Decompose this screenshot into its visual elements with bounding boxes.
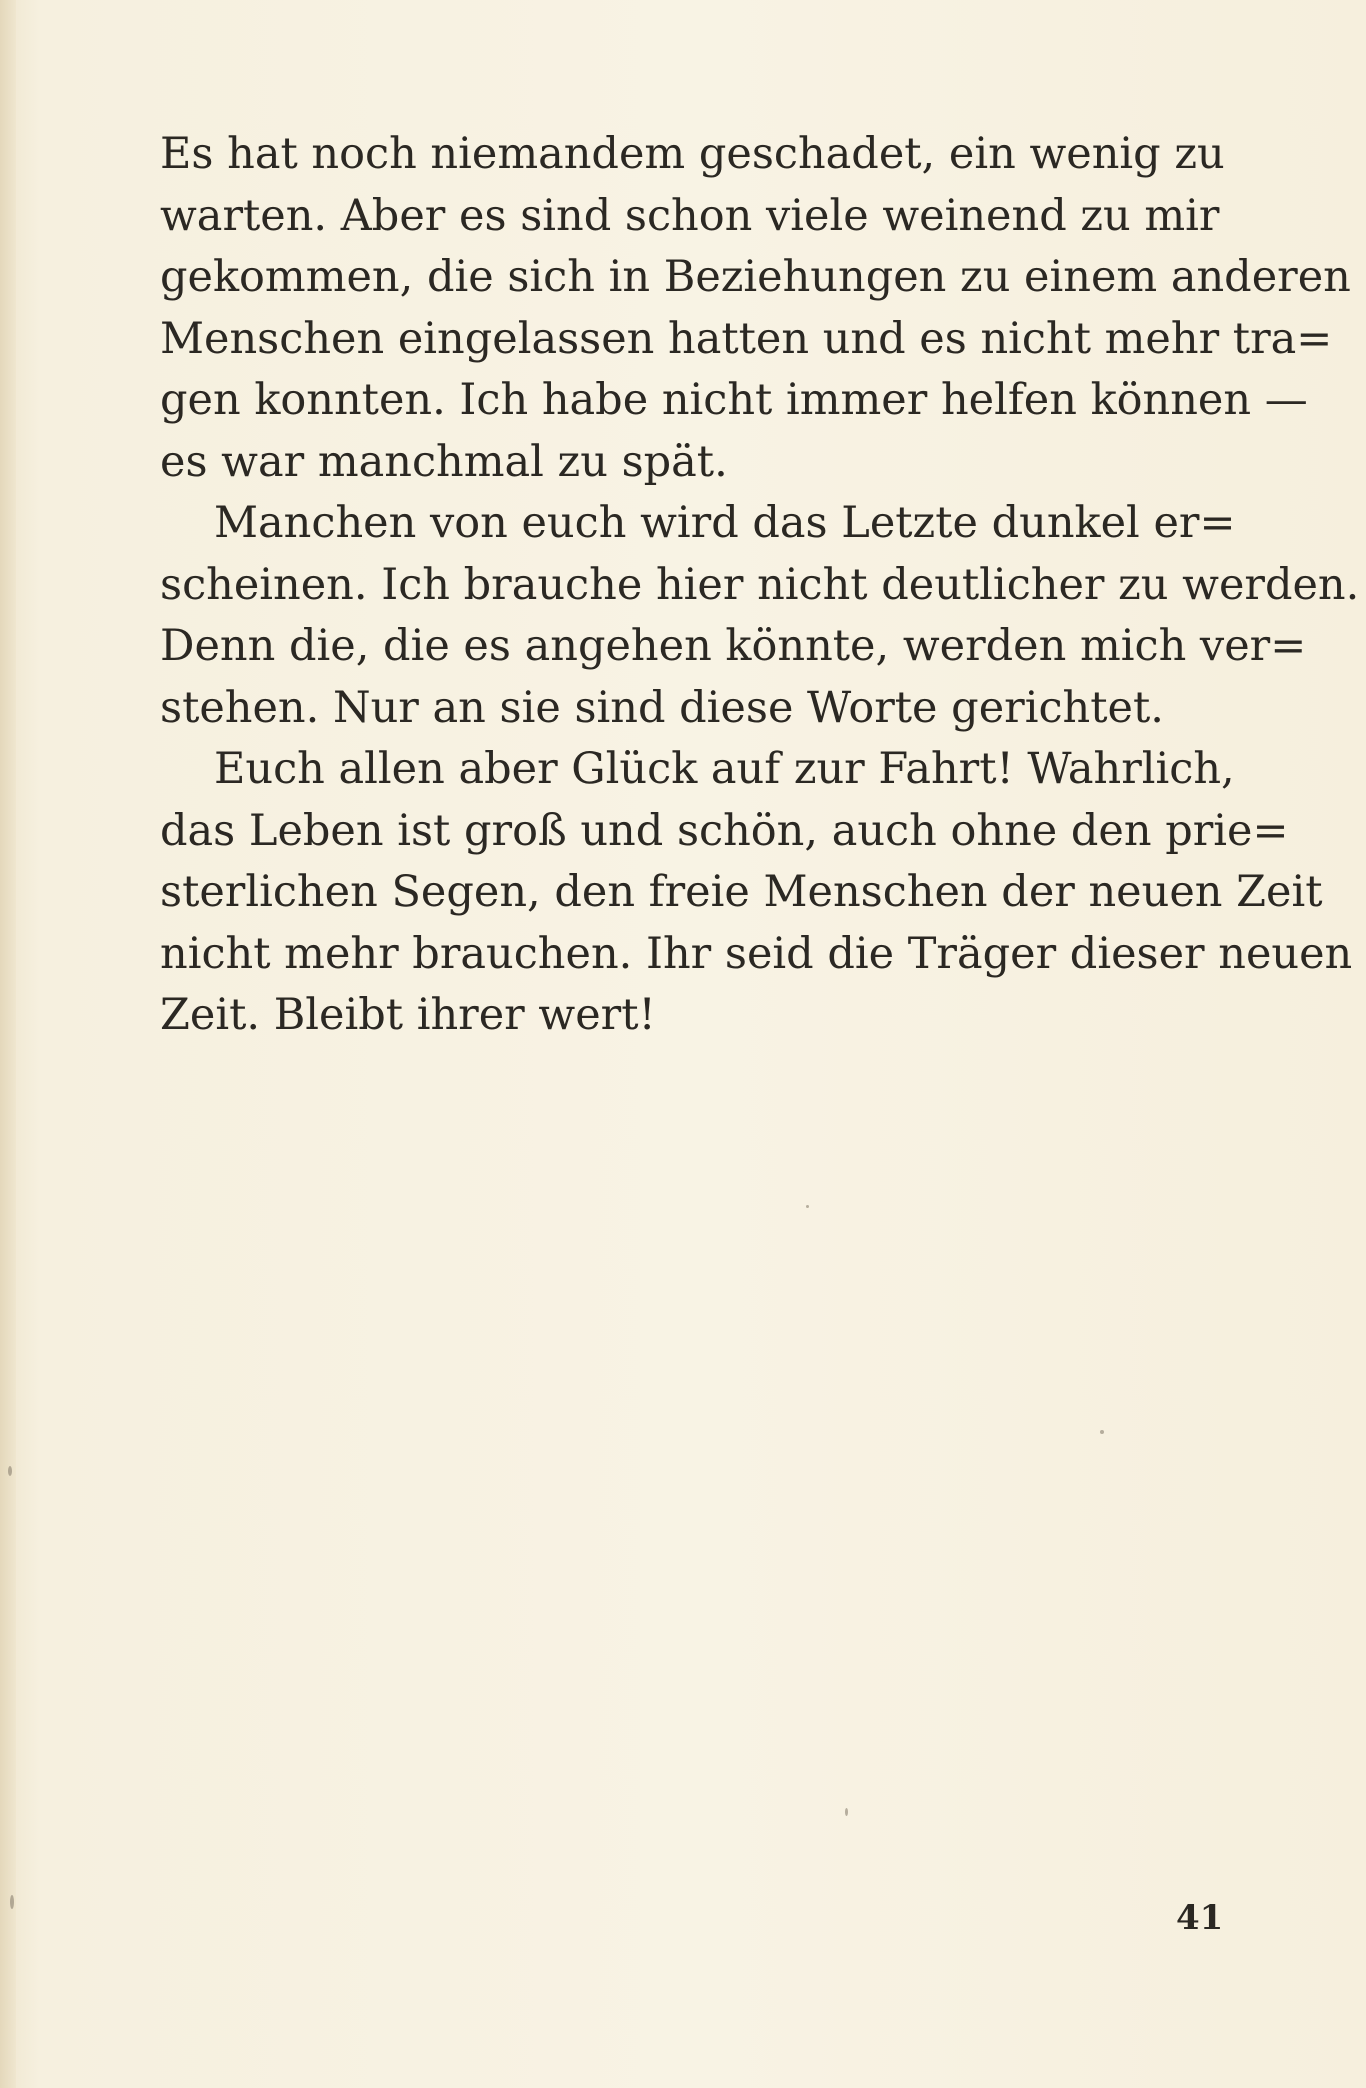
text-line: Manchen von euch wird das Letzte dunkel er=: [214, 498, 1236, 548]
text-line: es war manchmal zu spät.: [160, 436, 728, 487]
paper-speck: [8, 1466, 12, 1476]
text-line: stehen. Nur an sie sind diese Worte gerichtet.: [160, 682, 1164, 733]
paper-speck: [845, 1808, 848, 1816]
text-line: Euch allen aber Glück auf zur Fahrt! Wahrlich,: [214, 744, 1235, 794]
text-line: nicht mehr brauchen. Ihr seid die Träger dieser neuen: [160, 928, 1353, 979]
text-line: das Leben ist groß und schön, auch ohne den prie=: [160, 805, 1289, 856]
text-line: Menschen eingelassen hatten und es nicht mehr tra=: [160, 313, 1333, 364]
page-number: 41: [1176, 1898, 1224, 1938]
text-line: Es hat noch niemandem geschadet, ein wenig zu: [160, 129, 1225, 179]
text-line: Zeit. Bleibt ihrer wert!: [160, 990, 656, 1040]
text-line: Denn die, die es angehen könnte, werden mich ver=: [160, 621, 1307, 671]
text-body: [160, 124, 1360, 1047]
page-spine-edge: [0, 0, 16, 2088]
paper-speck: [806, 1205, 809, 1208]
text-line: warten. Aber es sind schon viele weinend zu mir: [160, 190, 1220, 241]
text-line: scheinen. Ich brauche hier nicht deutlicher zu werden.: [160, 559, 1360, 610]
text-line: gekommen, die sich in Beziehungen zu einem anderen: [160, 252, 1351, 302]
text-line: gen konnten. Ich habe nicht immer helfen können —: [160, 375, 1308, 425]
text-line: sterlichen Segen, den freie Menschen der neuen Zeit: [160, 867, 1323, 917]
paper-speck: [1100, 1430, 1104, 1434]
paper-speck: [10, 1895, 14, 1909]
